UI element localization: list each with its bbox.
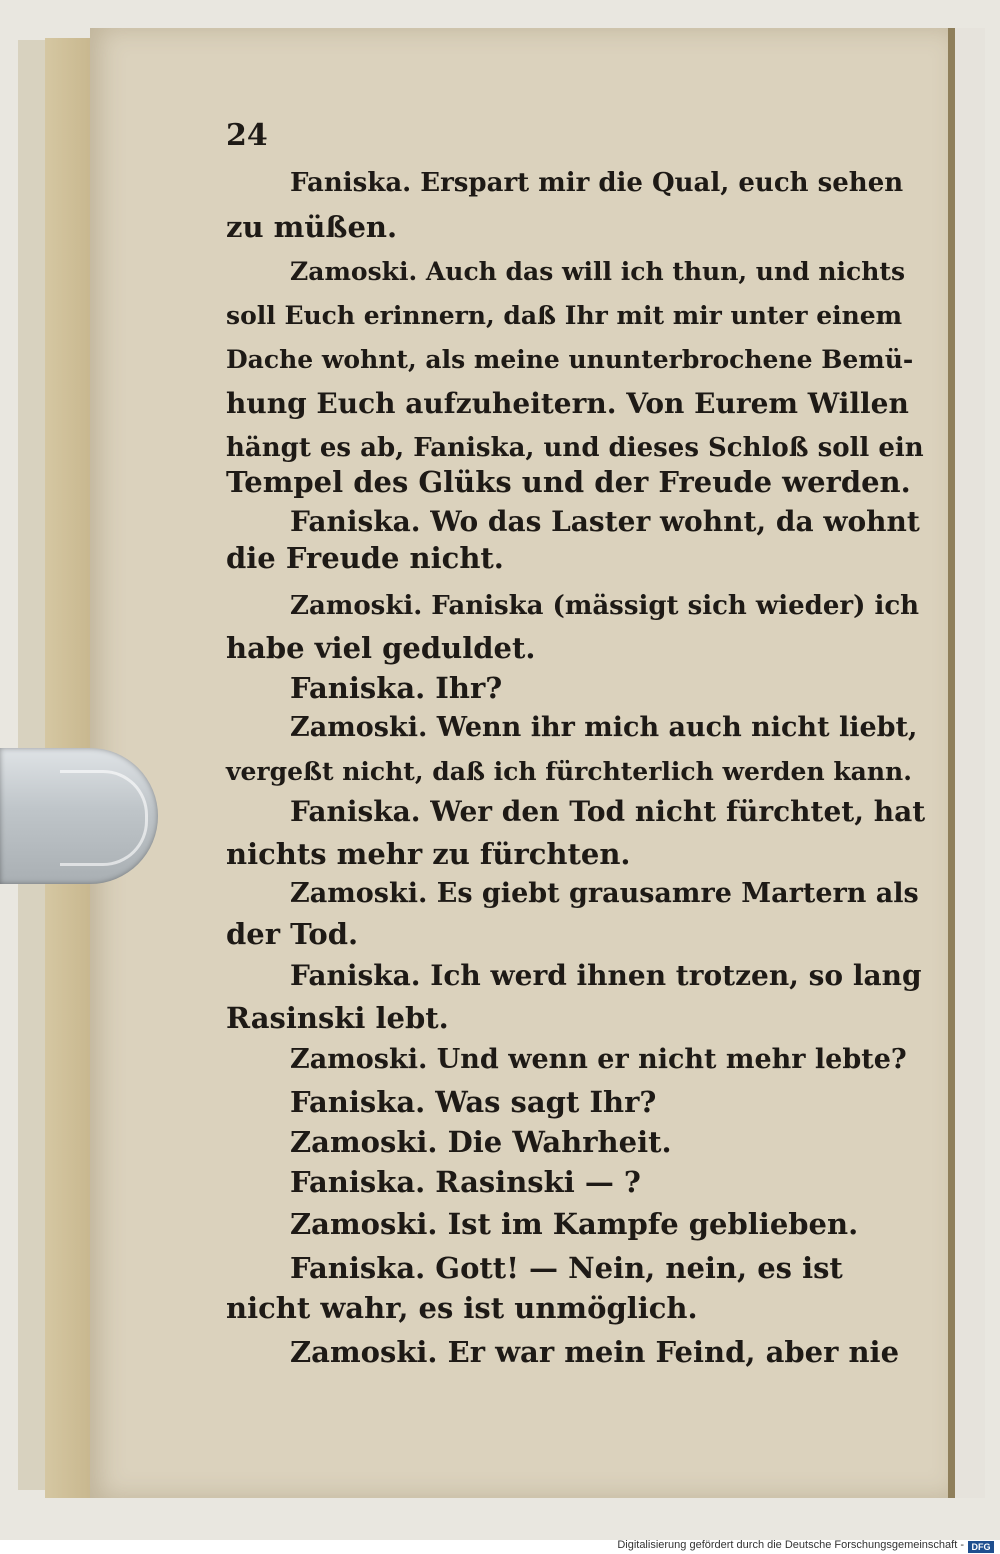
- footer-bar: [0, 1540, 1000, 1554]
- text-line: habe viel geduldet.: [226, 631, 536, 665]
- funding-notice: Digitalisierung gefördert durch die Deutsche Forschungsgemeinschaft -: [617, 1539, 964, 1551]
- text-line: Faniska. Rasinski — ?: [290, 1165, 641, 1199]
- text-line: nicht wahr, es ist unmöglich.: [226, 1291, 698, 1325]
- text-line: Dache wohnt, als meine ununterbrochene Bemü-: [226, 345, 914, 374]
- text-line: Faniska. Gott! — Nein, nein, es ist: [290, 1251, 843, 1285]
- text-line: die Freude nicht.: [226, 541, 504, 575]
- page-number: 24: [226, 118, 268, 153]
- text-line: Zamoski. Die Wahrheit.: [290, 1125, 672, 1159]
- text-line: zu müßen.: [226, 210, 398, 244]
- text-line: vergeßt nicht, daß ich fürchterlich werden kann.: [226, 757, 912, 786]
- text-line: hängt es ab, Faniska, und dieses Schloß soll ein: [226, 433, 924, 463]
- text-line: Faniska. Ihr?: [290, 671, 503, 705]
- text-line: Zamoski. Auch das will ich thun, und nichts: [290, 257, 906, 286]
- text-line: Zamoski. Und wenn er nicht mehr lebte?: [290, 1044, 907, 1075]
- text-line: Zamoski. Faniska (mässigt sich wieder) ich: [290, 591, 920, 621]
- text-line: nichts mehr zu fürchten.: [226, 837, 631, 871]
- text-line: Faniska. Was sagt Ihr?: [290, 1085, 657, 1119]
- text-line: Faniska. Erspart mir die Qual, euch sehen: [290, 168, 904, 198]
- text-line: Zamoski. Es giebt grausamre Martern als: [290, 878, 919, 909]
- text-line: Zamoski. Wenn ihr mich auch nicht liebt,: [290, 712, 918, 743]
- text-line: Tempel des Glüks und der Freude werden.: [226, 465, 911, 499]
- text-line: Zamoski. Ist im Kampfe geblieben.: [290, 1207, 859, 1241]
- page-clip-highlight: [60, 770, 148, 866]
- book-edge-right: [955, 28, 985, 1498]
- text-line: Faniska. Ich werd ihnen trotzen, so lang: [290, 959, 922, 992]
- text-line: Faniska. Wer den Tod nicht fürchtet, hat: [290, 795, 926, 828]
- text-line: der Tod.: [226, 917, 359, 951]
- text-line: Faniska. Wo das Laster wohnt, da wohnt: [290, 505, 920, 538]
- text-line: hung Euch aufzuheitern. Von Eurem Willen: [226, 387, 909, 420]
- text-line: Rasinski lebt.: [226, 1001, 449, 1035]
- text-line: soll Euch erinnern, daß Ihr mit mir unter einem: [226, 301, 903, 330]
- text-line: Zamoski. Er war mein Feind, aber nie: [290, 1335, 900, 1369]
- dfg-logo: DFG: [968, 1541, 994, 1553]
